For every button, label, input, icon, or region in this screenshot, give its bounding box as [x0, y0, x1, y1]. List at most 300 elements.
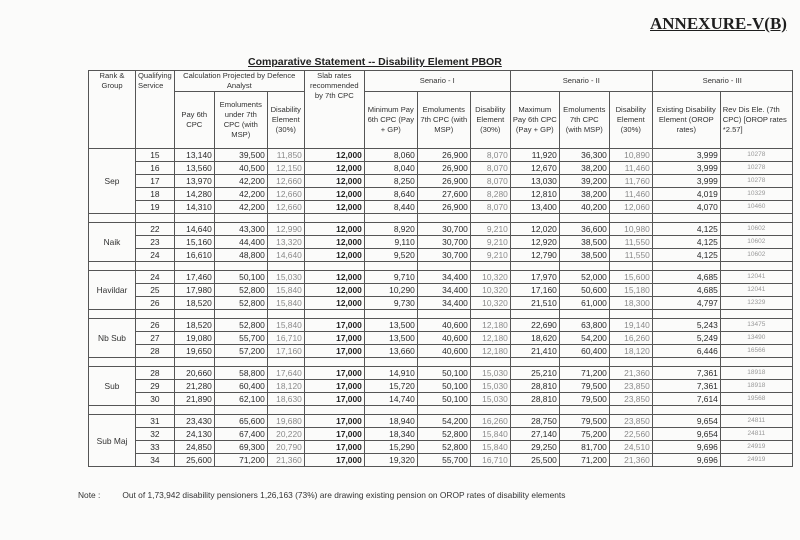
table-cell: 20,220	[267, 428, 304, 441]
empty-cell	[470, 262, 510, 271]
empty-cell	[652, 310, 720, 319]
empty-cell	[304, 406, 364, 415]
header-scenario-3: Senario - III	[652, 71, 792, 92]
empty-cell	[304, 214, 364, 223]
table-cell: 8,070	[470, 149, 510, 162]
note-text: Out of 1,73,942 disability pensioners 1,26,163 (73%) are drawing existing pension on OROP rates of disability elements	[122, 490, 566, 500]
table-cell: 27	[136, 332, 175, 345]
table-row	[89, 415, 793, 428]
table-cell: 17,970	[510, 271, 559, 284]
table-cell: 13475	[720, 319, 792, 332]
table-cell: 54,200	[559, 332, 609, 345]
table-cell: 14,640	[267, 249, 304, 262]
table-cell: 14,740	[364, 393, 417, 406]
table-cell: 39,500	[214, 149, 267, 162]
table-cell: 62,100	[214, 393, 267, 406]
table-cell: 19,680	[267, 415, 304, 428]
table-cell: 11,460	[609, 188, 652, 201]
table-cell: 9,696	[652, 441, 720, 454]
table-cell: 10,290	[364, 284, 417, 297]
table-cell: 15,180	[609, 284, 652, 297]
table-cell: 52,000	[559, 271, 609, 284]
table-cell: 13,560	[174, 162, 214, 175]
empty-cell	[174, 262, 214, 271]
empty-cell	[470, 406, 510, 415]
table-cell: 18918	[720, 367, 792, 380]
table-cell: 14,280	[174, 188, 214, 201]
table-cell: 18918	[720, 380, 792, 393]
empty-cell	[364, 310, 417, 319]
table-cell: 10278	[720, 175, 792, 188]
table-cell: 12,060	[609, 201, 652, 214]
table-cell: 17,000	[304, 415, 364, 428]
empty-cell	[720, 262, 792, 271]
table-cell: 28	[136, 367, 175, 380]
table-cell: 10,320	[470, 271, 510, 284]
header-pay-6th: Pay 6th CPC	[174, 92, 214, 149]
table-cell: 34,400	[417, 297, 470, 310]
table-cell: 15,290	[364, 441, 417, 454]
empty-cell	[364, 214, 417, 223]
table-cell: 14,910	[364, 367, 417, 380]
empty-cell	[559, 406, 609, 415]
empty-cell	[609, 358, 652, 367]
table-cell: 10278	[720, 149, 792, 162]
table-cell: 13,500	[364, 332, 417, 345]
table-cell: 71,200	[559, 454, 609, 467]
header-scenario-2: Senario - II	[510, 71, 652, 92]
table-cell: 12,020	[510, 223, 559, 236]
table-cell: 55,700	[417, 454, 470, 467]
table-cell: 18,120	[267, 380, 304, 393]
table-cell: 79,500	[559, 380, 609, 393]
table-row	[89, 175, 793, 188]
table-cell: 11,550	[609, 236, 652, 249]
table-cell: 11,550	[609, 249, 652, 262]
table-cell: 52,800	[214, 284, 267, 297]
table-cell: 17,160	[267, 345, 304, 358]
empty-cell	[559, 310, 609, 319]
empty-cell	[304, 262, 364, 271]
empty-cell	[417, 262, 470, 271]
table-cell: 15,030	[470, 380, 510, 393]
table-cell: 60,400	[214, 380, 267, 393]
empty-cell	[89, 214, 136, 223]
table-cell: 50,100	[214, 271, 267, 284]
empty-cell	[470, 310, 510, 319]
table-cell: 12,000	[304, 271, 364, 284]
table-cell: 38,200	[559, 188, 609, 201]
empty-cell	[652, 262, 720, 271]
header-s1-min-pay: Minimum Pay 6th CPC (Pay + GP)	[364, 92, 417, 149]
table-cell: 8,920	[364, 223, 417, 236]
table-cell: 25,210	[510, 367, 559, 380]
table-cell: 9,696	[652, 454, 720, 467]
table-cell: 18,120	[609, 345, 652, 358]
table-cell: 12,000	[304, 162, 364, 175]
table-cell: 12,000	[304, 297, 364, 310]
empty-cell	[609, 310, 652, 319]
footnote	[78, 490, 587, 500]
table-cell: 9,710	[364, 271, 417, 284]
table-row	[89, 454, 793, 467]
table-row	[89, 367, 793, 380]
table-cell: 19	[136, 201, 175, 214]
table-cell: 17,000	[304, 367, 364, 380]
table-cell: 3,999	[652, 149, 720, 162]
empty-cell	[89, 406, 136, 415]
table-cell: 8,640	[364, 188, 417, 201]
empty-cell	[609, 406, 652, 415]
table-cell: 30,700	[417, 236, 470, 249]
table-cell: 4,685	[652, 284, 720, 297]
empty-cell	[652, 406, 720, 415]
table-cell: 50,100	[417, 367, 470, 380]
empty-cell	[89, 262, 136, 271]
table-cell: 21,410	[510, 345, 559, 358]
table-row	[89, 441, 793, 454]
table-cell: 79,500	[559, 393, 609, 406]
empty-cell	[510, 214, 559, 223]
table-cell: 19,320	[364, 454, 417, 467]
table-cell: 26,900	[417, 201, 470, 214]
table-cell: 9,110	[364, 236, 417, 249]
table-cell: 30,700	[417, 223, 470, 236]
table-cell: 4,685	[652, 271, 720, 284]
empty-cell	[720, 214, 792, 223]
header-s1-emoluments: Emoluments 7th CPC (with MSP)	[417, 92, 470, 149]
table-cell: 15,840	[470, 428, 510, 441]
empty-cell	[214, 310, 267, 319]
header-scenario-1: Senario - I	[364, 71, 510, 92]
table-cell: 19,650	[174, 345, 214, 358]
table-cell: 19,140	[609, 319, 652, 332]
table-cell: 17,160	[510, 284, 559, 297]
empty-cell	[720, 358, 792, 367]
table-cell: 4,125	[652, 249, 720, 262]
table-row	[89, 236, 793, 249]
table-cell: 11,760	[609, 175, 652, 188]
table-cell: 26	[136, 297, 175, 310]
table-cell: 13,660	[364, 345, 417, 358]
table-cell: 39,200	[559, 175, 609, 188]
table-cell: 8,060	[364, 149, 417, 162]
table-cell: 25,600	[174, 454, 214, 467]
table-cell: 23,850	[609, 393, 652, 406]
rank-group-cell: Nb Sub	[89, 319, 136, 358]
empty-cell	[136, 214, 175, 223]
table-cell: 28,810	[510, 393, 559, 406]
table-cell: 8,280	[470, 188, 510, 201]
table-cell: 54,200	[417, 415, 470, 428]
header-s2-max-pay: Maximum Pay 6th CPC (Pay + GP)	[510, 92, 559, 149]
table-cell: 25	[136, 284, 175, 297]
table-cell: 65,600	[214, 415, 267, 428]
table-cell: 8,070	[470, 175, 510, 188]
table-cell: 26,900	[417, 162, 470, 175]
table-cell: 12,790	[510, 249, 559, 262]
empty-cell	[174, 310, 214, 319]
table-cell: 50,100	[417, 393, 470, 406]
table-cell: 26	[136, 319, 175, 332]
table-cell: 26,900	[417, 175, 470, 188]
empty-cell	[510, 406, 559, 415]
empty-cell	[136, 310, 175, 319]
empty-cell	[174, 358, 214, 367]
group-spacer-row	[89, 262, 793, 271]
table-cell: 12,000	[304, 188, 364, 201]
table-cell: 12,000	[304, 236, 364, 249]
table-cell: 24,510	[609, 441, 652, 454]
table-row	[89, 332, 793, 345]
table-cell: 3,999	[652, 162, 720, 175]
table-cell: 10460	[720, 201, 792, 214]
table-cell: 12,000	[304, 223, 364, 236]
table-cell: 50,100	[417, 380, 470, 393]
table-row	[89, 428, 793, 441]
table-cell: 18,300	[609, 297, 652, 310]
table-cell: 36,600	[559, 223, 609, 236]
empty-cell	[720, 310, 792, 319]
table-cell: 17,000	[304, 428, 364, 441]
header-s2-emoluments: Emoluments 7th CPC (with MSP)	[559, 92, 609, 149]
header-s1-disability: Disability Element (30%)	[470, 92, 510, 149]
rank-group-cell: Sub Maj	[89, 415, 136, 467]
table-row	[89, 249, 793, 262]
empty-cell	[470, 358, 510, 367]
table-cell: 15,030	[470, 393, 510, 406]
table-cell: 16,710	[470, 454, 510, 467]
table-cell: 12,000	[304, 201, 364, 214]
table-cell: 19,080	[174, 332, 214, 345]
table-cell: 19568	[720, 393, 792, 406]
table-cell: 17,000	[304, 441, 364, 454]
header-emoluments-7th: Emoluments under 7th CPC (with MSP)	[214, 92, 267, 149]
table-cell: 5,243	[652, 319, 720, 332]
table-cell: 43,300	[214, 223, 267, 236]
table-cell: 15,160	[174, 236, 214, 249]
page-title: Comparative Statement -- Disability Element PBOR	[248, 56, 502, 68]
table-cell: 40,600	[417, 319, 470, 332]
empty-cell	[470, 214, 510, 223]
table-cell: 18,520	[174, 297, 214, 310]
table-cell: 24919	[720, 454, 792, 467]
table-row	[89, 201, 793, 214]
table-row	[89, 223, 793, 236]
table-cell: 10,980	[609, 223, 652, 236]
table-cell: 8,250	[364, 175, 417, 188]
table-cell: 71,200	[559, 367, 609, 380]
table-cell: 15,840	[267, 319, 304, 332]
group-spacer-row	[89, 310, 793, 319]
table-cell: 23,850	[609, 380, 652, 393]
table-cell: 38,200	[559, 162, 609, 175]
table-cell: 17,000	[304, 380, 364, 393]
table-cell: 81,700	[559, 441, 609, 454]
table-cell: 6,446	[652, 345, 720, 358]
table-cell: 17,000	[304, 393, 364, 406]
table-cell: 29	[136, 380, 175, 393]
table-header	[89, 71, 793, 149]
table-cell: 26,900	[417, 149, 470, 162]
table-row	[89, 188, 793, 201]
table-cell: 5,249	[652, 332, 720, 345]
table-cell: 12,180	[470, 319, 510, 332]
table-cell: 75,200	[559, 428, 609, 441]
table-cell: 10602	[720, 249, 792, 262]
table-cell: 13,500	[364, 319, 417, 332]
table-cell: 13490	[720, 332, 792, 345]
table-cell: 57,200	[214, 345, 267, 358]
table-cell: 17,000	[304, 454, 364, 467]
table-cell: 9,210	[470, 236, 510, 249]
table-cell: 15,600	[609, 271, 652, 284]
table-cell: 3,999	[652, 175, 720, 188]
empty-cell	[214, 262, 267, 271]
disability-element-table	[88, 70, 793, 467]
table-cell: 24,130	[174, 428, 214, 441]
empty-cell	[417, 406, 470, 415]
table-cell: 69,300	[214, 441, 267, 454]
header-slab-rates: Slab rates recommended by 7th CPC	[304, 71, 364, 149]
empty-cell	[214, 214, 267, 223]
table-cell: 8,070	[470, 162, 510, 175]
empty-cell	[609, 262, 652, 271]
empty-cell	[174, 406, 214, 415]
empty-cell	[510, 262, 559, 271]
table-cell: 4,070	[652, 201, 720, 214]
empty-cell	[136, 406, 175, 415]
table-cell: 21,510	[510, 297, 559, 310]
table-cell: 17,980	[174, 284, 214, 297]
table-cell: 27,140	[510, 428, 559, 441]
table-cell: 10,320	[470, 284, 510, 297]
table-body	[89, 149, 793, 467]
empty-cell	[214, 406, 267, 415]
table-cell: 24,850	[174, 441, 214, 454]
table-row	[89, 393, 793, 406]
header-s3-existing: Existing Disability Element (OROP rates)	[652, 92, 720, 149]
table-cell: 23,430	[174, 415, 214, 428]
table-cell: 22	[136, 223, 175, 236]
empty-cell	[267, 406, 304, 415]
table-cell: 40,600	[417, 332, 470, 345]
empty-cell	[136, 262, 175, 271]
table-cell: 52,800	[214, 297, 267, 310]
table-cell: 12,920	[510, 236, 559, 249]
table-cell: 38,500	[559, 236, 609, 249]
annexure-label: ANNEXURE-V(B)	[650, 14, 787, 33]
empty-cell	[267, 310, 304, 319]
empty-cell	[652, 214, 720, 223]
table-row	[89, 345, 793, 358]
table-cell: 52,800	[417, 441, 470, 454]
table-cell: 12,000	[304, 284, 364, 297]
table-cell: 18,340	[364, 428, 417, 441]
table-cell: 21,360	[609, 367, 652, 380]
table-cell: 16,610	[174, 249, 214, 262]
table-cell: 24919	[720, 441, 792, 454]
table-cell: 18,520	[174, 319, 214, 332]
empty-cell	[364, 358, 417, 367]
table-cell: 17,000	[304, 319, 364, 332]
header-disability-element: Disability Element (30%)	[267, 92, 304, 149]
table-cell: 12,660	[267, 188, 304, 201]
table-cell: 61,000	[559, 297, 609, 310]
header-qualifying-service: Qualifying Service	[136, 71, 175, 149]
rank-group-cell: Sub	[89, 367, 136, 406]
table-cell: 31	[136, 415, 175, 428]
table-cell: 11,920	[510, 149, 559, 162]
table-cell: 28,750	[510, 415, 559, 428]
empty-cell	[267, 214, 304, 223]
table-cell: 23,850	[609, 415, 652, 428]
empty-cell	[364, 262, 417, 271]
table-cell: 23	[136, 236, 175, 249]
table-cell: 4,125	[652, 236, 720, 249]
empty-cell	[89, 358, 136, 367]
table-cell: 4,797	[652, 297, 720, 310]
empty-cell	[417, 214, 470, 223]
table-cell: 17,640	[267, 367, 304, 380]
table-cell: 17,460	[174, 271, 214, 284]
table-cell: 16	[136, 162, 175, 175]
table-cell: 10,320	[470, 297, 510, 310]
table-cell: 13,030	[510, 175, 559, 188]
table-cell: 12,000	[304, 149, 364, 162]
empty-cell	[267, 358, 304, 367]
table-row	[89, 162, 793, 175]
table-cell: 12,180	[470, 332, 510, 345]
table-cell: 34	[136, 454, 175, 467]
empty-cell	[304, 358, 364, 367]
table-cell: 20,790	[267, 441, 304, 454]
table-cell: 15,840	[470, 441, 510, 454]
table-cell: 12,180	[470, 345, 510, 358]
table-cell: 12,810	[510, 188, 559, 201]
table-cell: 55,700	[214, 332, 267, 345]
table-cell: 71,200	[214, 454, 267, 467]
table-cell: 42,200	[214, 188, 267, 201]
table-cell: 16,260	[470, 415, 510, 428]
table-cell: 10278	[720, 162, 792, 175]
table-cell: 58,800	[214, 367, 267, 380]
table-cell: 79,500	[559, 415, 609, 428]
table-cell: 30,700	[417, 249, 470, 262]
table-cell: 30	[136, 393, 175, 406]
empty-cell	[510, 310, 559, 319]
table-cell: 10602	[720, 223, 792, 236]
rank-group-cell: Havildar	[89, 271, 136, 310]
table-cell: 29,250	[510, 441, 559, 454]
table-cell: 52,800	[214, 319, 267, 332]
table-cell: 12,660	[267, 201, 304, 214]
table-cell: 40,500	[214, 162, 267, 175]
table-cell: 22,690	[510, 319, 559, 332]
table-cell: 7,361	[652, 367, 720, 380]
table-cell: 15,840	[267, 284, 304, 297]
table-cell: 16,710	[267, 332, 304, 345]
table-cell: 42,200	[214, 201, 267, 214]
table-cell: 13,970	[174, 175, 214, 188]
table-cell: 34,400	[417, 271, 470, 284]
table-cell: 63,800	[559, 319, 609, 332]
group-spacer-row	[89, 358, 793, 367]
note-label: Note :	[78, 490, 101, 500]
empty-cell	[510, 358, 559, 367]
table-cell: 12,150	[267, 162, 304, 175]
table-cell: 21,890	[174, 393, 214, 406]
